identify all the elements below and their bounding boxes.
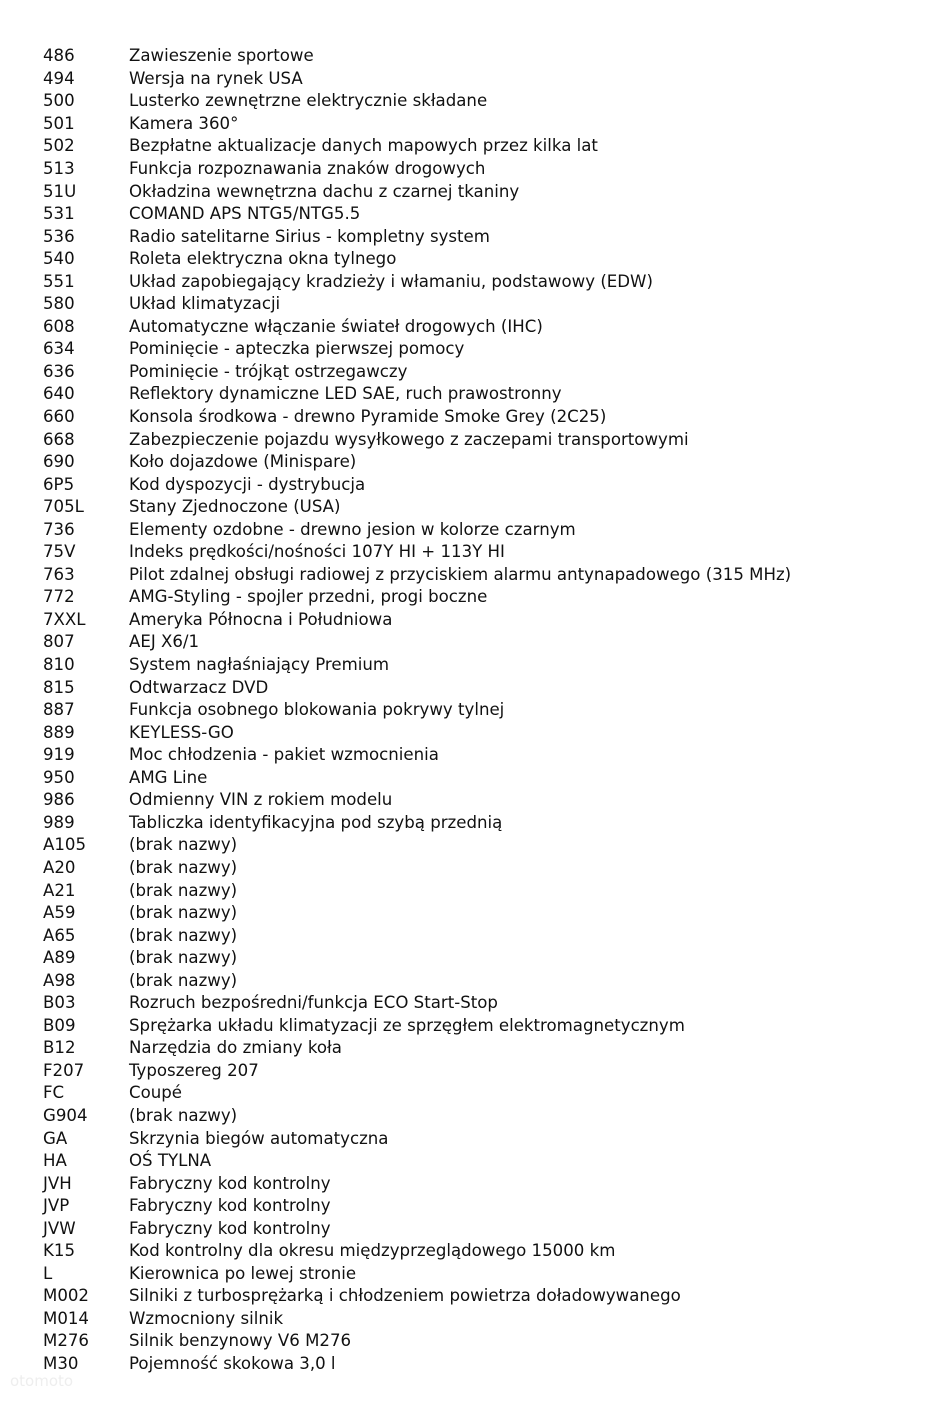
list-item bbox=[0, 45, 930, 68]
equipment-description: (brak nazwy) bbox=[129, 903, 238, 923]
list-item bbox=[0, 1263, 930, 1286]
equipment-description: Pojemność skokowa 3,0 l bbox=[129, 1353, 336, 1373]
equipment-code: JVH bbox=[43, 1173, 72, 1193]
list-item bbox=[0, 1127, 930, 1150]
equipment-description: (brak nazwy) bbox=[129, 857, 238, 877]
equipment-code: 501 bbox=[43, 113, 75, 133]
list-item bbox=[0, 338, 930, 361]
list-item bbox=[0, 270, 930, 293]
equipment-code: 887 bbox=[43, 700, 75, 720]
equipment-code: M014 bbox=[43, 1308, 89, 1328]
equipment-description: Indeks prędkości/nośności 107Y HI + 113Y HI bbox=[129, 542, 505, 562]
list-item bbox=[0, 1353, 930, 1376]
equipment-description: Zawieszenie sportowe bbox=[129, 46, 314, 66]
equipment-description: OŚ TYLNA bbox=[129, 1151, 212, 1171]
equipment-description: Okładzina wewnętrzna dachu z czarnej tkaniny bbox=[129, 181, 520, 201]
list-item bbox=[0, 902, 930, 925]
equipment-code: FC bbox=[43, 1083, 65, 1103]
equipment-code: 889 bbox=[43, 722, 75, 742]
list-item bbox=[0, 518, 930, 541]
list-item bbox=[0, 203, 930, 226]
equipment-description: Odtwarzacz DVD bbox=[129, 677, 269, 697]
list-item bbox=[0, 361, 930, 384]
list-item bbox=[0, 609, 930, 632]
equipment-code: 580 bbox=[43, 294, 75, 314]
equipment-description: Lusterko zewnętrzne elektrycznie składane bbox=[129, 91, 488, 111]
equipment-code: M30 bbox=[43, 1353, 79, 1373]
list-item bbox=[0, 721, 930, 744]
equipment-description: Roleta elektryczna okna tylnego bbox=[129, 249, 397, 269]
equipment-description: Kod kontrolny dla okresu międzyprzeglądowego 15000 km bbox=[129, 1241, 616, 1261]
equipment-description: COMAND APS NTG5/NTG5.5 bbox=[129, 204, 361, 224]
equipment-code: L bbox=[43, 1263, 53, 1283]
equipment-description: Reflektory dynamiczne LED SAE, ruch prawostronny bbox=[129, 384, 562, 404]
equipment-description: Tabliczka identyfikacyjna pod szybą przednią bbox=[129, 812, 503, 832]
equipment-description: Silniki z turbosprężarką i chłodzeniem powietrza doładowywanego bbox=[129, 1286, 681, 1306]
equipment-code: 634 bbox=[43, 339, 75, 359]
equipment-description: (brak nazwy) bbox=[129, 835, 238, 855]
equipment-code: 989 bbox=[43, 812, 75, 832]
list-item bbox=[0, 1330, 930, 1353]
list-item bbox=[0, 744, 930, 767]
equipment-description: Pominięcie - trójkąt ostrzegawczy bbox=[129, 361, 408, 381]
watermark-logo: otomoto bbox=[10, 1372, 74, 1390]
equipment-description: Wzmocniony silnik bbox=[129, 1308, 284, 1328]
list-item bbox=[0, 90, 930, 113]
list-item bbox=[0, 451, 930, 474]
equipment-description: Kod dyspozycji - dystrybucja bbox=[129, 474, 366, 494]
equipment-description: Zabezpieczenie pojazdu wysyłkowego z zaczepami transportowymi bbox=[129, 429, 689, 449]
list-item bbox=[0, 293, 930, 316]
list-item bbox=[0, 68, 930, 91]
equipment-description: Stany Zjednoczone (USA) bbox=[129, 497, 341, 517]
equipment-description: (brak nazwy) bbox=[129, 948, 238, 968]
list-item bbox=[0, 834, 930, 857]
equipment-code: 668 bbox=[43, 429, 75, 449]
equipment-code: 502 bbox=[43, 136, 75, 156]
equipment-code: A65 bbox=[43, 925, 76, 945]
equipment-code: B12 bbox=[43, 1038, 76, 1058]
list-item bbox=[0, 857, 930, 880]
equipment-description: Sprężarka układu klimatyzacji ze sprzęgłem elektromagnetycznym bbox=[129, 1015, 685, 1035]
list-item bbox=[0, 1285, 930, 1308]
equipment-description: Skrzynia biegów automatyczna bbox=[129, 1128, 389, 1148]
equipment-description: Moc chłodzenia - pakiet wzmocnienia bbox=[129, 745, 439, 765]
list-item bbox=[0, 1082, 930, 1105]
list-item bbox=[0, 564, 930, 587]
equipment-code: 660 bbox=[43, 407, 75, 427]
equipment-code: 608 bbox=[43, 316, 75, 336]
equipment-code: A21 bbox=[43, 880, 76, 900]
equipment-code: A105 bbox=[43, 835, 87, 855]
list-item bbox=[0, 1195, 930, 1218]
equipment-description: Bezpłatne aktualizacje danych mapowych przez kilka lat bbox=[129, 136, 598, 156]
equipment-code: 815 bbox=[43, 677, 75, 697]
equipment-code: 950 bbox=[43, 767, 75, 787]
equipment-code-list bbox=[0, 45, 930, 1375]
equipment-code: JVP bbox=[43, 1196, 70, 1216]
list-item bbox=[0, 158, 930, 181]
equipment-description: Kamera 360° bbox=[129, 113, 239, 133]
equipment-description: Pominięcie - apteczka pierwszej pomocy bbox=[129, 339, 465, 359]
list-item bbox=[0, 180, 930, 203]
list-item bbox=[0, 248, 930, 271]
list-item bbox=[0, 789, 930, 812]
equipment-description: (brak nazwy) bbox=[129, 970, 238, 990]
equipment-code: M276 bbox=[43, 1331, 89, 1351]
equipment-code: 6P5 bbox=[43, 474, 75, 494]
list-item bbox=[0, 1172, 930, 1195]
list-item bbox=[0, 631, 930, 654]
equipment-description: Typoszereg 207 bbox=[129, 1060, 259, 1080]
equipment-code: 705L bbox=[43, 497, 84, 517]
equipment-description: Kierownica po lewej stronie bbox=[129, 1263, 357, 1283]
equipment-description: Układ zapobiegający kradzieży i włamaniu, podstawowy (EDW) bbox=[129, 271, 653, 291]
equipment-description: (brak nazwy) bbox=[129, 880, 238, 900]
equipment-code: A59 bbox=[43, 903, 76, 923]
equipment-code: A20 bbox=[43, 857, 76, 877]
equipment-code: 540 bbox=[43, 249, 75, 269]
equipment-code: 640 bbox=[43, 384, 75, 404]
list-item bbox=[0, 428, 930, 451]
equipment-description: Koło dojazdowe (Minispare) bbox=[129, 452, 357, 472]
list-item bbox=[0, 383, 930, 406]
equipment-description: System nagłaśniający Premium bbox=[129, 655, 390, 675]
list-item bbox=[0, 541, 930, 564]
list-item bbox=[0, 1240, 930, 1263]
equipment-code: 763 bbox=[43, 564, 75, 584]
equipment-code: 513 bbox=[43, 159, 75, 178]
list-item bbox=[0, 879, 930, 902]
equipment-description: Fabryczny kod kontrolny bbox=[129, 1196, 331, 1216]
equipment-description: Rozruch bezpośredni/funkcja ECO Start-Stop bbox=[129, 993, 498, 1013]
equipment-code: 494 bbox=[43, 68, 75, 88]
list-item bbox=[0, 699, 930, 722]
equipment-description: Silnik benzynowy V6 M276 bbox=[129, 1331, 352, 1351]
list-item bbox=[0, 992, 930, 1015]
list-item bbox=[0, 1105, 930, 1128]
equipment-description: Odmienny VIN z rokiem modelu bbox=[129, 790, 393, 810]
equipment-code: 536 bbox=[43, 226, 75, 246]
list-item bbox=[0, 676, 930, 699]
equipment-code: 51U bbox=[43, 181, 77, 201]
equipment-code: G904 bbox=[43, 1105, 88, 1125]
equipment-description: Pilot zdalnej obsługi radiowej z przyciskiem alarmu antynapadowego (315 MHz) bbox=[129, 564, 792, 584]
list-item bbox=[0, 767, 930, 790]
equipment-description: Fabryczny kod kontrolny bbox=[129, 1218, 331, 1238]
equipment-code: 531 bbox=[43, 204, 75, 224]
equipment-description: Układ klimatyzacji bbox=[129, 294, 281, 314]
equipment-code: B03 bbox=[43, 993, 76, 1013]
equipment-description: Funkcja rozpoznawania znaków drogowych bbox=[129, 159, 486, 178]
equipment-code: A89 bbox=[43, 948, 76, 968]
list-item bbox=[0, 812, 930, 835]
list-item bbox=[0, 924, 930, 947]
equipment-code: JVW bbox=[43, 1218, 76, 1238]
equipment-code: 486 bbox=[43, 46, 75, 66]
equipment-code: 500 bbox=[43, 91, 75, 111]
list-item bbox=[0, 473, 930, 496]
equipment-code: 736 bbox=[43, 519, 75, 539]
equipment-code: 986 bbox=[43, 790, 75, 810]
list-item bbox=[0, 654, 930, 677]
equipment-code: 7XXL bbox=[43, 609, 86, 629]
equipment-code: GA bbox=[43, 1128, 68, 1148]
equipment-description: AEJ X6/1 bbox=[129, 632, 200, 652]
list-item bbox=[0, 1217, 930, 1240]
list-item bbox=[0, 113, 930, 136]
equipment-description: Ameryka Północna i Południowa bbox=[129, 609, 393, 629]
equipment-description: Narzędzia do zmiany koła bbox=[129, 1038, 342, 1058]
equipment-description: KEYLESS-GO bbox=[129, 722, 234, 742]
list-item bbox=[0, 947, 930, 970]
equipment-code: 551 bbox=[43, 271, 75, 291]
equipment-code: 636 bbox=[43, 361, 75, 381]
list-item bbox=[0, 1150, 930, 1173]
list-item bbox=[0, 225, 930, 248]
list-item bbox=[0, 969, 930, 992]
equipment-description: Fabryczny kod kontrolny bbox=[129, 1173, 331, 1193]
equipment-description: AMG-Styling - spojler przedni, progi boczne bbox=[129, 587, 488, 607]
equipment-code: 772 bbox=[43, 587, 75, 607]
equipment-code: HA bbox=[43, 1151, 67, 1171]
equipment-description: Konsola środkowa - drewno Pyramide Smoke Grey (2C25) bbox=[129, 407, 607, 427]
list-item bbox=[0, 1015, 930, 1038]
equipment-code: 75V bbox=[43, 542, 76, 562]
equipment-description: Automatyczne włączanie świateł drogowych (IHC) bbox=[129, 316, 543, 336]
list-item bbox=[0, 135, 930, 158]
equipment-code: A98 bbox=[43, 970, 76, 990]
equipment-description: Coupé bbox=[129, 1083, 182, 1103]
equipment-code: 919 bbox=[43, 745, 75, 765]
equipment-code: 690 bbox=[43, 452, 75, 472]
list-item bbox=[0, 496, 930, 519]
equipment-description: Wersja na rynek USA bbox=[129, 68, 303, 88]
equipment-code: 810 bbox=[43, 655, 75, 675]
list-item bbox=[0, 1060, 930, 1083]
equipment-description: (brak nazwy) bbox=[129, 925, 238, 945]
list-item bbox=[0, 586, 930, 609]
equipment-description: AMG Line bbox=[129, 767, 208, 787]
equipment-description: Radio satelitarne Sirius - kompletny system bbox=[129, 226, 490, 246]
list-item bbox=[0, 316, 930, 339]
equipment-description: Funkcja osobnego blokowania pokrywy tylnej bbox=[129, 700, 505, 720]
list-item bbox=[0, 406, 930, 429]
equipment-description: (brak nazwy) bbox=[129, 1105, 238, 1125]
equipment-code: F207 bbox=[43, 1060, 85, 1080]
equipment-code: M002 bbox=[43, 1286, 89, 1306]
equipment-code: B09 bbox=[43, 1015, 76, 1035]
equipment-description: Elementy ozdobne - drewno jesion w kolorze czarnym bbox=[129, 519, 576, 539]
equipment-code: 807 bbox=[43, 632, 75, 652]
list-item bbox=[0, 1037, 930, 1060]
list-item bbox=[0, 1308, 930, 1331]
equipment-code: K15 bbox=[43, 1241, 75, 1261]
